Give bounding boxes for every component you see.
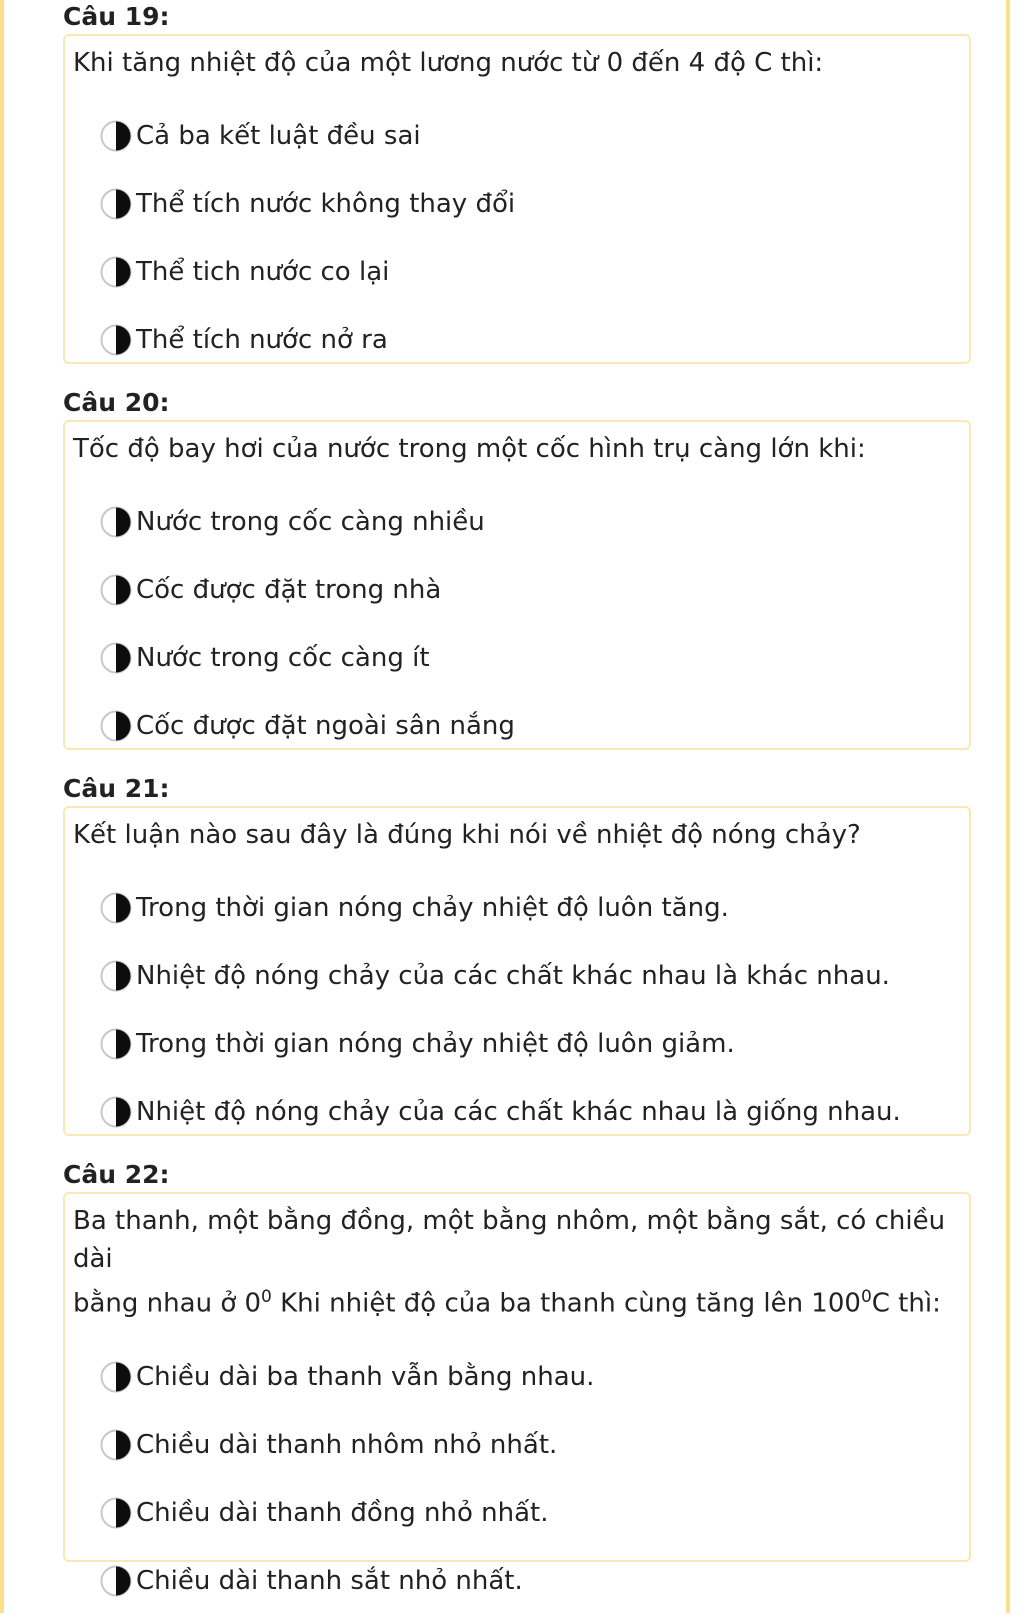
question-text-part: Khi nhiệt độ của ba thanh cùng tăng lên 100	[271, 1288, 861, 1319]
answer-option[interactable]	[73, 624, 961, 692]
option-label: Trong thời gian nóng chảy nhiệt độ luôn giảm.	[136, 1029, 735, 1059]
right-frame-border	[1006, 0, 1024, 1613]
radio-icon[interactable]	[99, 119, 133, 153]
radio-icon[interactable]	[99, 641, 133, 675]
answer-option[interactable]	[73, 942, 961, 1010]
answer-option[interactable]	[73, 1547, 961, 1615]
superscript: 0	[261, 1287, 272, 1307]
radio-icon[interactable]	[99, 255, 133, 289]
radio-icon[interactable]	[99, 187, 133, 221]
radio-icon[interactable]	[99, 505, 133, 539]
radio-icon[interactable]	[99, 1564, 133, 1598]
option-label: Thể tích nước nở ra	[136, 325, 388, 355]
answer-option[interactable]	[73, 1343, 961, 1411]
option-label: Chiều dài ba thanh vẫn bằng nhau.	[136, 1361, 595, 1392]
radio-icon[interactable]	[99, 1095, 133, 1129]
radio-icon[interactable]	[99, 891, 133, 925]
option-label: Nước trong cốc càng nhiều	[136, 507, 485, 537]
answer-option[interactable]	[73, 1078, 961, 1146]
option-label: Cốc được đặt trong nhà	[136, 575, 442, 605]
question-card	[63, 420, 971, 750]
left-frame-border	[0, 0, 4, 1613]
option-label: Nhiệt độ nóng chảy của các chất khác nhau là giống nhau.	[136, 1097, 901, 1127]
answer-option[interactable]	[73, 1479, 961, 1547]
option-label: Cả ba kết luật đều sai	[136, 121, 421, 151]
question-text-part: C thì:	[871, 1288, 941, 1319]
option-label: Chiều dài thanh đồng nhỏ nhất.	[136, 1497, 549, 1528]
question-text-line: Ba thanh, một bằng đồng, một bằng nhôm, một bằng sắt, có chiều dài	[73, 1206, 946, 1274]
radio-icon[interactable]	[99, 1496, 133, 1530]
question-card	[63, 806, 971, 1136]
question-text: Kết luận nào sau đây là đúng khi nói về nhiệt độ nóng chảy?	[73, 820, 861, 850]
quiz-container	[63, 0, 971, 1596]
question-title: Câu 20:	[63, 388, 170, 417]
question-text	[73, 1202, 961, 1343]
option-label: Thể tich nước co lại	[136, 257, 390, 287]
answer-option[interactable]	[73, 1010, 961, 1078]
option-label: Nước trong cốc càng ít	[136, 643, 430, 673]
question-text-part: bằng nhau ở 0	[73, 1288, 262, 1319]
answer-option[interactable]	[73, 692, 961, 760]
option-label: Trong thời gian nóng chảy nhiệt độ luôn tăng.	[136, 893, 729, 923]
question-card	[63, 34, 971, 364]
answer-option[interactable]	[73, 170, 961, 238]
option-label: Chiều dài thanh nhôm nhỏ nhất.	[136, 1429, 558, 1460]
radio-icon[interactable]	[99, 323, 133, 357]
question-title: Câu 22:	[63, 1160, 170, 1189]
radio-icon[interactable]	[99, 1428, 133, 1462]
question-title: Câu 21:	[63, 774, 170, 803]
question-title: Câu 19:	[63, 2, 170, 31]
option-label: Nhiệt độ nóng chảy của các chất khác nhau là khác nhau.	[136, 961, 890, 991]
answer-option[interactable]	[73, 1411, 961, 1479]
question-text: Khi tăng nhiệt độ của một lương nước từ 0 đến 4 độ C thì:	[73, 48, 824, 78]
answer-option[interactable]	[73, 306, 961, 374]
radio-icon[interactable]	[99, 709, 133, 743]
option-label: Chiều dài thanh sắt nhỏ nhất.	[136, 1565, 523, 1596]
question-text: Tốc độ bay hơi của nước trong một cốc hình trụ càng lớn khi:	[73, 434, 866, 464]
radio-icon[interactable]	[99, 1360, 133, 1394]
answer-option[interactable]	[73, 102, 961, 170]
radio-icon[interactable]	[99, 1027, 133, 1061]
answer-option[interactable]	[73, 238, 961, 306]
answer-option[interactable]	[73, 488, 961, 556]
radio-icon[interactable]	[99, 573, 133, 607]
question-card	[63, 1192, 971, 1596]
answer-option[interactable]	[73, 874, 961, 942]
radio-icon[interactable]	[99, 959, 133, 993]
question-text-line	[73, 1278, 961, 1323]
option-label: Thể tích nước không thay đổi	[136, 189, 516, 219]
superscript: 0	[860, 1287, 872, 1307]
answer-option[interactable]	[73, 556, 961, 624]
option-label: Cốc được đặt ngoài sân nắng	[136, 711, 515, 741]
